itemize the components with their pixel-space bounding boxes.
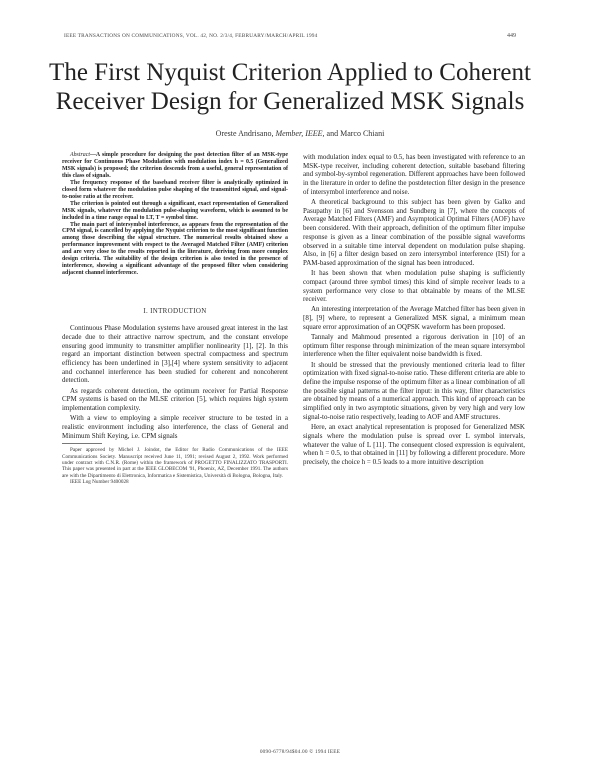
right-column: [303, 153, 525, 468]
author-1: Oreste Andrisano,: [215, 129, 274, 138]
author-line: [0, 129, 600, 138]
body-paragraph: A theoretical background to this subject has been given by Galko and Pasupathy in [6] and Svensson and Sundberg in [7], where the concepts of Average Matched Filters (AMF) and Asymptotical Optimal Filters (AOF) have been considered. With their approach, definition of the optimum filter impulse response is given as a linear combination of the possible signal waveforms observed in a suitable time interval dependent on modulation pulse shaping. Also, in [6] a filter design based on zero intersymbol interference (ISI) for a PAM-based approximation of the signal has been introduced.: [303, 198, 525, 267]
abstract-paragraph: Abstract—A simple procedure for designing the post detection filter of an MSK-type receiver for Continuous Phase Modulation with modulation index h = 0.5 (Generalized MSK signals) is proposed; the criterion descends from a useful, general representation of this class of signals.: [62, 152, 288, 179]
footnote-divider: [62, 443, 102, 444]
body-paragraph: It has been shown that when modulation pulse shaping is sufficiently compact (around three symbol times) this kind of simple receiver leads to a system performance very close to that obtainable by means of the MLSE receiver.: [303, 269, 525, 304]
author-2: Marco Chiani: [340, 129, 385, 138]
body-paragraph: with modulation index equal to 0.5, has been investigated with reference to an MSK-type receiver, including coherent detection, suitable baseband filtering and symbol-by-symbol regeneration. Different approaches have been followed in the literature in order to define the postdetection filter design in the presence of intersymbol interference and noise.: [303, 153, 525, 196]
author-conjunction: and: [326, 129, 339, 138]
body-paragraph: As regards coherent detection, the optimum receiver for Partial Response CPM systems is based on the MLSE criterion [5], which requires high system implementation complexity.: [62, 386, 288, 412]
body-paragraph: Here, an exact analytical representation is proposed for Generalized MSK signals where the modulation pulse is spread over L symbol intervals, whatever the value of L [11]. The consequent closed expression is equivalent, when h = 0.5, to that obtained in [11] by following a different procedure. More precisely, the choice h = 0.5 leads to a more intuitive description: [303, 423, 525, 466]
copyright-line: 0090-6778/94$04.00 © 1994 IEEE: [259, 749, 341, 755]
abstract: [62, 152, 288, 277]
page-number: 449: [507, 33, 516, 39]
body-paragraph: Continuous Phase Modulation systems have aroused great interest in the last decade due to their attractive narrow spectrum, and the constant envelope ensuring good immunity to transmitter amplifier nonlinearity [1], [2]. In this regard an important distinction between spectral compactness and spectrum efficiency has been underlined in [3],[4] where system sensitivity to adjacent and cochannel interference has been studied for coherent and noncoherent detection.: [62, 324, 288, 385]
body-paragraph: It should be stressed that the previously mentioned criteria lead to filter optimization with fixed signal-to-noise ratio. These different criteria are able to define the impulse response of the optimum filter as a linear combination of all the possible signal patterns at the filter input: in this way, filter characteristics are obtained by means of a numerical approach. This kind of approach can be simplified only in two asymptotic situations, given by very high and very low signal-to-noise ratio respectively, leading to AOF and AMF structures.: [303, 360, 525, 421]
running-head: IEEE TRANSACTIONS ON COMMUNICATIONS, VOL. 42, NO. 2/3/4, FEBRUARY/MARCH/APRIL 1994: [64, 33, 318, 39]
left-body: [62, 324, 288, 440]
abstract-label: Abstract: [70, 152, 90, 158]
title-line-1: The First Nyquist Criterion Applied to Coherent: [49, 59, 531, 86]
abstract-paragraph: The criterion is pointed out through a significant, exact representation of Generalized MSK signals, whatever the modulation pulse-shaping waveform, which is assumed to be included in a time range equal to LT, T = symbol time.: [62, 200, 288, 221]
footnote: [62, 447, 288, 485]
left-column: [62, 152, 288, 485]
body-paragraph: Tannaly and Mahmoud presented a rigorous derivation in [10] of an optimum filter response through minimization of the mean square intersymbol interference when the filter equivalent noise bandwidth is fixed.: [303, 333, 525, 359]
right-body: [303, 153, 525, 467]
abstract-paragraph: The main part of intersymbol interference, as appears from the representation of the CPM signal, is cancelled by applying the Nyquist criterion to the most significant function among those describing the signal structure. The numerical results obtained show a performance improvement with respect to the Averaged Matched Filter (AMF) criterion and are very close to the results reported in the literature, deriving from more complex design criteria. The suitability of the design criterion is also tested in the presence of interference, showing a significant advantage of the proposed filter when considering adjacent channel interference.: [62, 221, 288, 277]
section-heading: I. INTRODUCTION: [143, 307, 207, 316]
body-paragraph: With a view to employing a simple receiver structure to be tested in a realistic environment including also interference, the class of General and Minimum Shift Keying, i.e. CPM signals: [62, 414, 288, 440]
author-1-affiliation: Member, IEEE,: [275, 129, 325, 138]
abstract-paragraph: The frequency response of the baseband receiver filter is analytically optimized in closed form whatever the modulation pulse shaping of the transmitted signal, and signal-to-noise ratio at the receiver.: [62, 179, 288, 200]
body-paragraph: An interesting interpretation of the Average Matched filter has been given in [8], [9] where, to represent a Generalized MSK signal, a minimum mean square error approximation of an OQPSK waveform has been proposed.: [303, 305, 525, 331]
ieee-log-number: IEEE Log Number 9400028: [70, 479, 129, 486]
footnote-text: Paper approved by Michel J. Joindot, the Editor for Radio Communications of the IEEE Communications Society. Manuscript received June 11, 1991; revised August 2, 1992. Work performed under contract with C.N.R. (Rome) within the framework of PROGETTO FINALIZZATO TRASPORTI. This paper was presented in part at the IEEE GLOBECOM '91, Phoenix, AZ, December 1991. The authors are with the Dipartimento di Elettronica, Informatica e Sistemistica, Università di Bologna, Bologna, Italy.: [62, 447, 288, 479]
paper-title: [20, 58, 560, 116]
title-line-2: Receiver Design for Generalized MSK Signals: [55, 88, 525, 115]
